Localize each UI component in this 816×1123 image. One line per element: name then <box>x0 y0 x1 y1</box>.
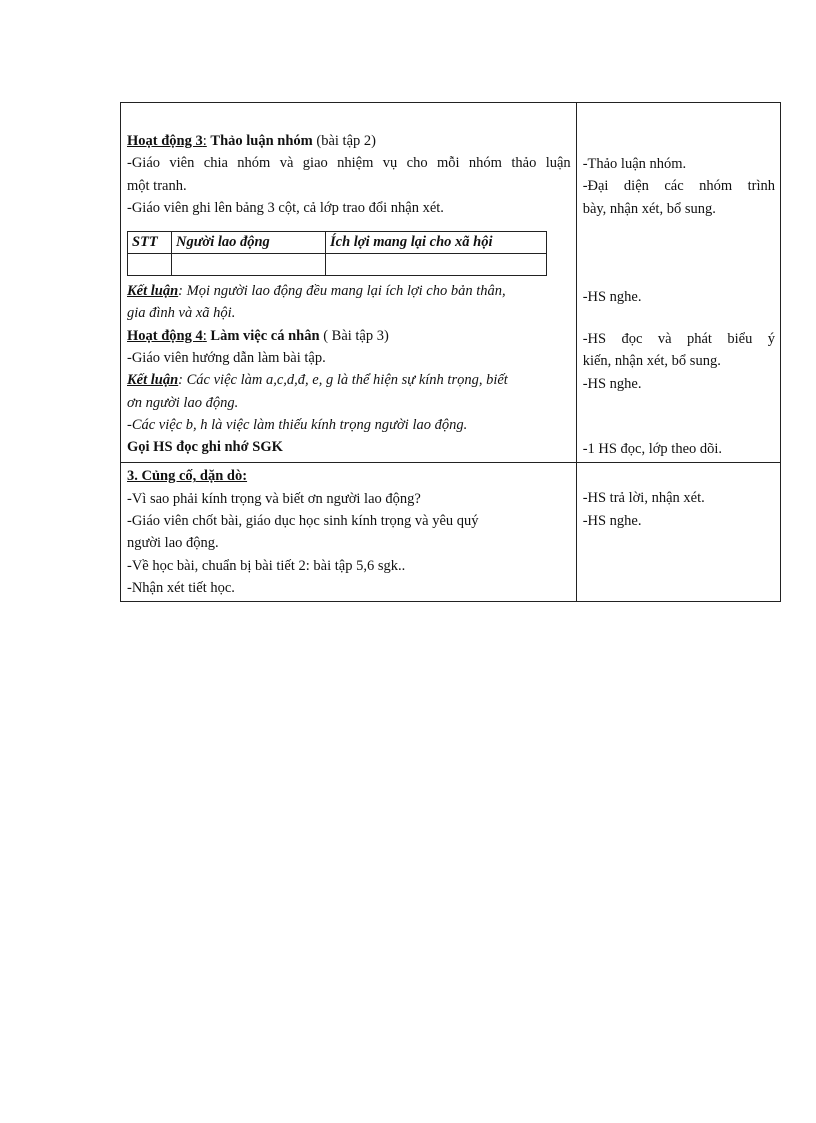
text-line: -Vì sao phải kính trọng và biết ơn người lao động? <box>127 490 421 507</box>
text-line: -HS nghe. <box>582 375 642 392</box>
conclusion-1-label: Kết luận <box>127 283 179 300</box>
empty-cell <box>128 254 172 276</box>
teacher-activity-cell <box>121 463 577 602</box>
activity-4-exercise: ( Bài tập 3) <box>323 327 389 344</box>
conclusion-1-text-cont: gia đình và xã hội. <box>127 305 236 322</box>
text-line: -HS nghe. <box>582 288 642 305</box>
text-line: Gọi HS đọc ghi nhớ SGK <box>127 439 283 456</box>
text-line: kiến, nhận xét, bổ sung. <box>582 353 721 370</box>
conclusion-2 <box>127 369 571 391</box>
student-activity-cell <box>576 103 780 463</box>
table-row <box>121 103 781 463</box>
activity-3-exercise: (bài tập 2) <box>316 133 376 149</box>
conclusion-2-text: : Các việc làm a,c,d,đ, e, g là thể hiện sự kính trọng, biết <box>178 372 508 389</box>
text-line: -Đại diện các nhóm trình <box>582 178 775 195</box>
text-line: -1 HS đọc, lớp theo dõi. <box>582 441 723 458</box>
text-line: bày, nhận xét, bổ sung. <box>582 200 716 217</box>
activity-4-name: Làm việc cá nhân <box>210 327 320 344</box>
text-line: -Nhận xét tiết học. <box>127 579 235 596</box>
text-line: -Các việc b, h là việc làm thiếu kính trọng người lao động. <box>127 416 468 433</box>
activity-4-colon: : <box>202 327 207 344</box>
text-line: -Giáo viên chia nhóm và giao nhiệm vụ cho mỗi nhóm thảo luận <box>127 155 571 172</box>
lesson-table <box>120 102 781 602</box>
text-line: -HS nghe. <box>582 512 642 529</box>
text-line: -Giáo viên chốt bài, giáo dục học sinh kính trọng và yêu quý <box>127 512 479 529</box>
table-row <box>121 463 781 602</box>
text-line: -HS đọc và phát biểu ý <box>582 331 775 348</box>
activity-3-heading <box>127 130 571 152</box>
section-3-title: 3. Củng cố, dặn dò: <box>127 468 248 485</box>
empty-cell <box>326 254 547 276</box>
conclusion-2-label: Kết luận <box>127 372 179 389</box>
header-benefit: Ích lợi mang lại cho xã hội <box>326 232 547 254</box>
student-activity-cell <box>576 463 780 602</box>
conclusion-1-text: : Mọi người lao động đều mang lại ích lợi cho bản thân, <box>178 283 506 300</box>
activity-3-title: Hoạt động 3 <box>127 133 203 149</box>
inner-table-header-row <box>128 232 547 254</box>
header-stt: STT <box>128 232 172 254</box>
text-line: -HS trả lời, nhận xét. <box>582 490 705 507</box>
header-worker: Người lao động <box>172 232 326 254</box>
activity-3-name: Thảo luận nhóm <box>210 133 313 149</box>
text-line: -Giáo viên ghi lên bảng 3 cột, cả lớp trao đổi nhận xét. <box>127 199 444 216</box>
activity-4-title: Hoạt động 4 <box>127 327 203 344</box>
conclusion-2-text-cont: ơn người lao động. <box>127 394 239 411</box>
text-line: -Thảo luận nhóm. <box>582 156 687 172</box>
text-line: -Về học bài, chuẩn bị bài tiết 2: bài tập 5,6 sgk.. <box>127 557 406 574</box>
text-line: một tranh. <box>127 177 187 194</box>
inner-table <box>127 231 547 276</box>
text-line: -Giáo viên hướng dẫn làm bài tập. <box>127 350 326 367</box>
text-line: người lao động. <box>127 535 219 552</box>
activity-4-heading <box>127 325 571 347</box>
teacher-activity-cell <box>121 103 577 463</box>
conclusion-1 <box>127 280 571 302</box>
inner-table-empty-row <box>128 254 547 276</box>
activity-3-colon: : <box>202 133 207 149</box>
empty-cell <box>172 254 326 276</box>
